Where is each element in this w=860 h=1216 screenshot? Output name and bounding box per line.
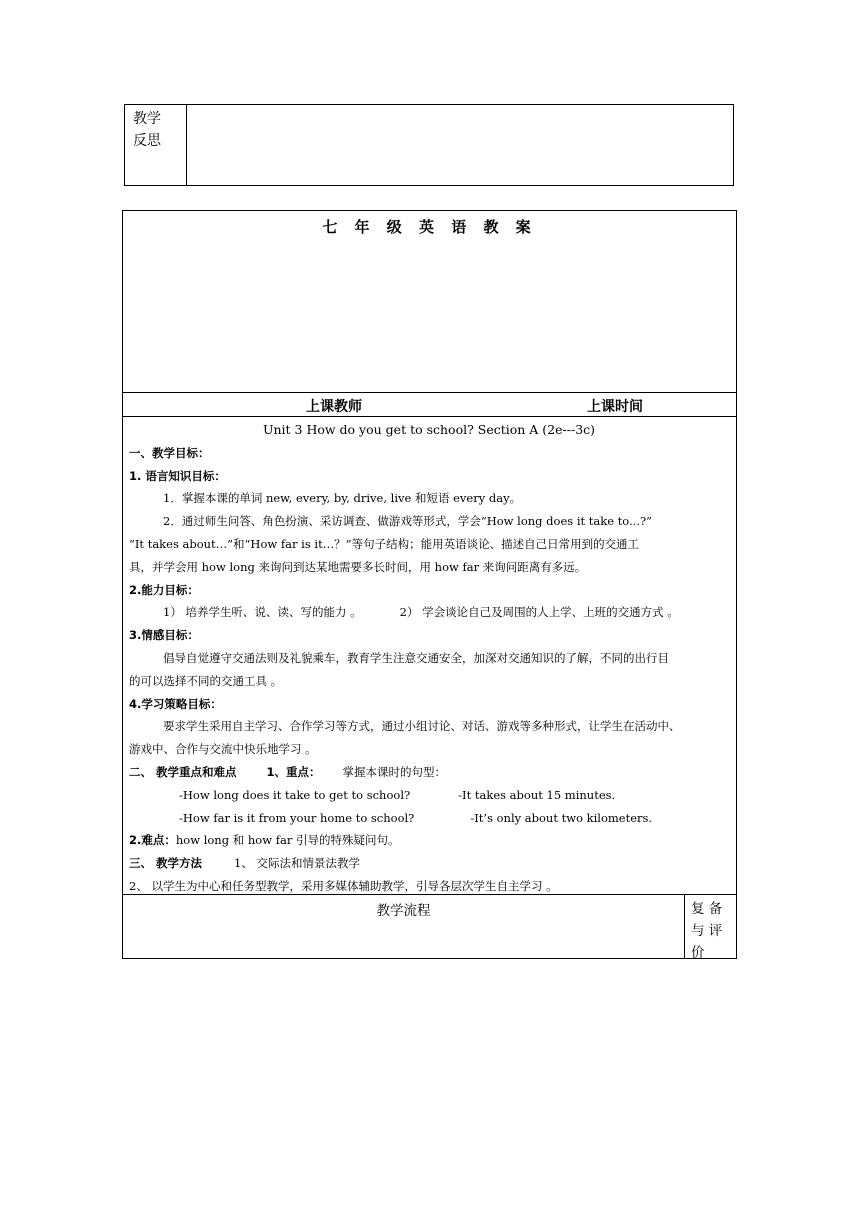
key-answer-2: -It’s only about two kilometers.: [470, 810, 653, 825]
method-row: [129, 852, 729, 875]
lang-item-2c: 具，并学会用 how long 来询问到达某地需要多长时间，用 how far 来询问距离有多远。: [129, 559, 587, 574]
key-row: [129, 761, 729, 784]
key-text: 掌握本课时的句型：: [342, 764, 447, 779]
ability-item-2: 2） 学会谈论自己及周围的人上学、上班的交通方式 。: [399, 605, 679, 620]
lesson-plan-table: [122, 210, 737, 959]
difficult-label: 2.难点：: [129, 833, 176, 848]
difficult-row: [129, 829, 729, 852]
plan-title: 七 年 级 英 语 教 案: [322, 218, 537, 236]
emotion-heading: 3.情感目标：: [129, 628, 199, 643]
ability-heading: 2.能力目标：: [129, 582, 199, 597]
review-column: [685, 895, 736, 961]
key-pair-1: [129, 784, 729, 807]
review-line-2: 与 评: [691, 923, 723, 939]
method-item-2: 2、 以学生为中心和任务型教学，采用多媒体辅助教学，引导各层次学生自主学习 。: [129, 878, 558, 893]
strategy-text-a: 要求学生采用自主学习、合作学习等方式，通过小组讨论、对话、游戏等多种形式，让学生在活动中、: [163, 719, 681, 734]
ability-items: [129, 601, 729, 624]
review-line-1: 复 备: [691, 901, 723, 917]
reflection-label: [125, 105, 187, 185]
method-item-1: 1、 交际法和情景法教学: [234, 856, 360, 871]
key-subheading: 1、重点：: [266, 764, 321, 779]
lang-item-2b: “It takes about…”和“How far is it…？”等句子结构；能用英语谈论、描述自己日常用到的交通工: [129, 536, 640, 551]
lang-item-2a: 2．通过师生问答、角色扮演、采访调查、做游戏等形式，学会“How long does it take to...?”: [163, 514, 653, 529]
ability-item-1: 1） 培养学生听、说、读、写的能力 。: [163, 605, 362, 620]
title-row: [123, 211, 736, 393]
teacher-row: [123, 393, 736, 417]
reflection-label-line1: 教学: [133, 111, 161, 127]
difficult-text: how long 和 how far 引导的特殊疑问句。: [175, 833, 400, 848]
key-question-1: -How long does it take to get to school?: [179, 787, 411, 802]
key-answer-1: -It takes about 15 minutes.: [458, 787, 616, 802]
flow-label: 教学流程: [123, 895, 685, 958]
reflection-table: [124, 104, 734, 186]
flow-row: [123, 895, 736, 961]
plan-content: [123, 417, 736, 895]
method-heading: 三、 教学方法: [129, 856, 203, 871]
goals-heading: 一、教学目标：: [129, 445, 210, 460]
strategy-text-b: 游戏中、合作与交流中快乐地学习 。: [129, 742, 317, 757]
key-heading: 二、 教学重点和难点: [129, 764, 237, 779]
lang-item-1: 1．掌握本课的单词 new, every, by, drive, live 和短语 every day。: [163, 491, 522, 506]
key-question-2: -How far is it from your home to school?: [179, 810, 415, 825]
time-label: 上课时间: [587, 399, 643, 415]
strategy-heading: 4.学习策略目标：: [129, 696, 222, 711]
unit-title: Unit 3 How do you get to school? Section A (2e---3c): [262, 422, 596, 437]
emotion-text-a: 倡导自觉遵守交通法则及礼貌乘车，教育学生注意交通安全，加深对交通知识的了解，不同的出行目: [163, 650, 669, 665]
emotion-text-b: 的可以选择不同的交通工具 。: [129, 673, 283, 688]
key-pair-2: [129, 807, 729, 830]
reflection-label-line2: 反思: [133, 133, 161, 149]
teacher-label: 上课教师: [306, 399, 362, 415]
review-line-3: 价: [691, 945, 705, 961]
lang-heading: 1. 语言知识目标：: [129, 468, 226, 483]
